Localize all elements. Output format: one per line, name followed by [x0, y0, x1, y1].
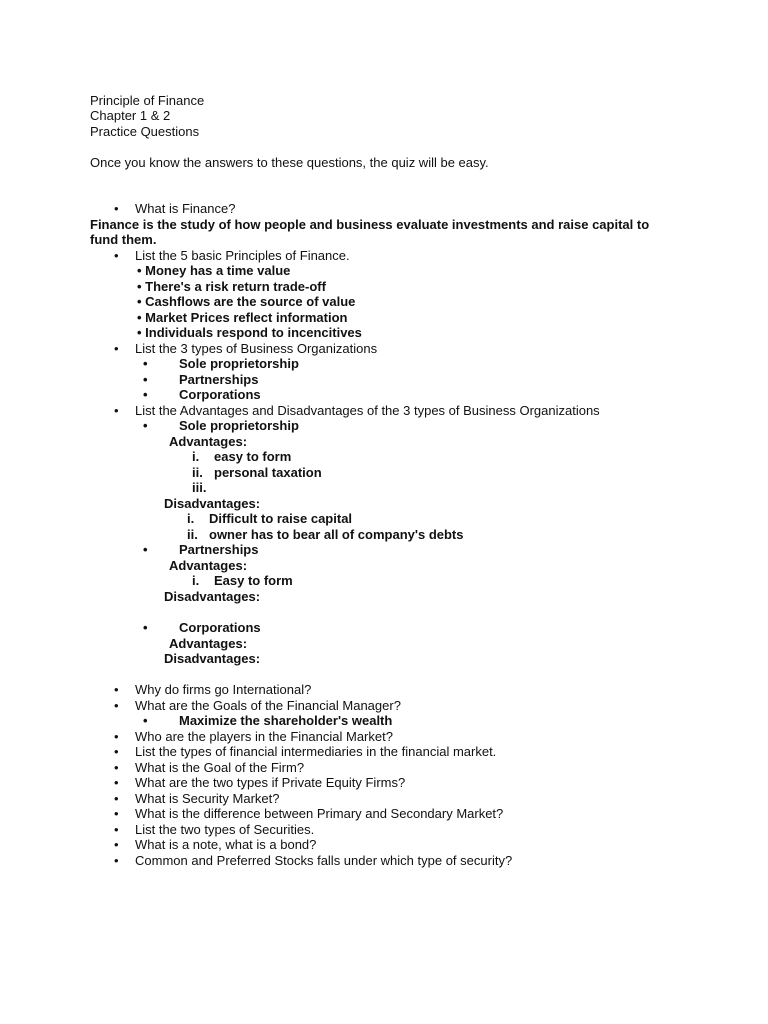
bullet-icon: •: [114, 341, 119, 356]
question-what-is-finance: What is Finance?: [135, 201, 236, 216]
question-item: List the types of financial intermediaries in the financial market.: [135, 744, 497, 759]
bullet-icon: •: [114, 853, 119, 868]
principle-item: • Cashflows are the source of value: [137, 294, 356, 309]
advantages-label: Advantages:: [169, 636, 248, 651]
advantages-label: Advantages:: [169, 434, 248, 449]
advantages-label: Advantages:: [169, 558, 248, 573]
disadvantages-label: Disadvantages:: [164, 589, 261, 604]
bullet-icon: •: [114, 682, 119, 697]
bullet-icon: •: [114, 822, 119, 837]
question-item: Common and Preferred Stocks falls under which type of security?: [135, 853, 513, 868]
bullet-icon: •: [114, 729, 119, 744]
list-numeral: ii.: [187, 527, 198, 542]
bullet-icon: •: [143, 356, 148, 371]
question-goals-manager: What are the Goals of the Financial Manager?: [135, 698, 401, 713]
question-item: What is Security Market?: [135, 791, 280, 806]
question-item: What is the Goal of the Firm?: [135, 760, 305, 775]
bullet-icon: •: [114, 791, 119, 806]
principle-item: • Market Prices reflect information: [137, 310, 348, 325]
doc-chapter: Chapter 1 & 2: [90, 108, 171, 123]
bullet-icon: •: [143, 620, 148, 635]
principle-item: • Money has a time value: [137, 263, 291, 278]
advantage-item: easy to form: [214, 449, 292, 464]
intro-text: Once you know the answers to these questions, the quiz will be easy.: [90, 155, 489, 170]
list-numeral: iii.: [192, 480, 207, 495]
question-adv-disadv: List the Advantages and Disadvantages of the 3 types of Business Organizations: [135, 403, 600, 418]
advantage-item: personal taxation: [214, 465, 322, 480]
bullet-icon: •: [114, 744, 119, 759]
list-numeral: ii.: [192, 465, 203, 480]
principle-item: • Individuals respond to incencitives: [137, 325, 362, 340]
corporations-heading: Corporations: [179, 620, 261, 635]
question-item: List the two types of Securities.: [135, 822, 315, 837]
disadvantages-label: Disadvantages:: [164, 651, 261, 666]
bullet-icon: •: [114, 760, 119, 775]
answer-finance-line1: Finance is the study of how people and business evaluate investments and raise capital to: [90, 217, 650, 232]
question-business-orgs: List the 3 types of Business Organizations: [135, 341, 378, 356]
answer-maximize-wealth: Maximize the shareholder's wealth: [179, 713, 393, 728]
bullet-icon: •: [143, 713, 148, 728]
bullet-icon: •: [143, 372, 148, 387]
advantage-item: Easy to form: [214, 573, 293, 588]
bullet-icon: •: [114, 201, 119, 216]
question-item: What is the difference between Primary and Secondary Market?: [135, 806, 504, 821]
bullet-icon: •: [143, 418, 148, 433]
disadvantages-label: Disadvantages:: [164, 496, 261, 511]
disadvantage-item: owner has to bear all of company's debts: [209, 527, 464, 542]
org-type-item: Corporations: [179, 387, 261, 402]
bullet-icon: •: [114, 403, 119, 418]
list-numeral: i.: [192, 573, 200, 588]
bullet-icon: •: [143, 387, 148, 402]
question-item: What are the two types if Private Equity Firms?: [135, 775, 406, 790]
list-numeral: i.: [192, 449, 200, 464]
bullet-icon: •: [114, 775, 119, 790]
list-numeral: i.: [187, 511, 195, 526]
doc-title: Principle of Finance: [90, 93, 205, 108]
bullet-icon: •: [114, 837, 119, 852]
question-international: Why do firms go International?: [135, 682, 312, 697]
bullet-icon: •: [114, 248, 119, 263]
question-principles: List the 5 basic Principles of Finance.: [135, 248, 350, 263]
disadvantage-item: Difficult to raise capital: [209, 511, 353, 526]
principle-item: • There's a risk return trade-off: [137, 279, 326, 294]
org-type-item: Partnerships: [179, 372, 259, 387]
answer-finance-line2: fund them.: [90, 232, 157, 247]
org-type-item: Sole proprietorship: [179, 356, 299, 371]
bullet-icon: •: [114, 806, 119, 821]
question-item: Who are the players in the Financial Market?: [135, 729, 393, 744]
sole-proprietorship-heading: Sole proprietorship: [179, 418, 299, 433]
bullet-icon: •: [143, 542, 148, 557]
question-item: What is a note, what is a bond?: [135, 837, 317, 852]
bullet-icon: •: [114, 698, 119, 713]
doc-subtitle: Practice Questions: [90, 124, 200, 139]
partnerships-heading: Partnerships: [179, 542, 259, 557]
